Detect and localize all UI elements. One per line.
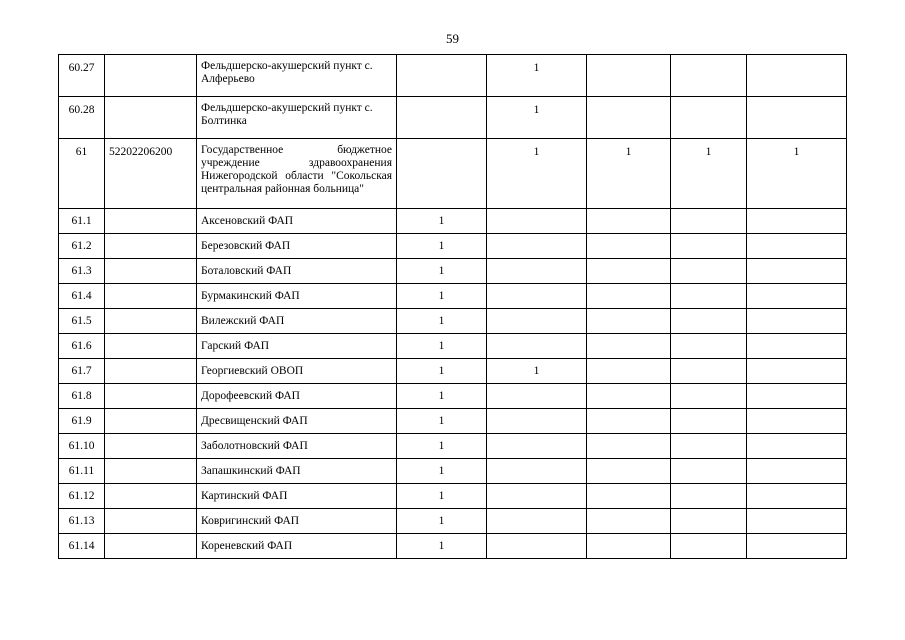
row-code [105,509,197,534]
row-value-1: 1 [397,359,487,384]
row-value-3 [587,334,671,359]
row-number: 61.8 [59,384,105,409]
row-number: 60.27 [59,55,105,97]
row-value-1 [397,139,487,209]
row-value-3 [587,459,671,484]
row-value-4 [671,409,747,434]
row-value-3 [587,234,671,259]
row-value-2 [487,459,587,484]
row-value-2 [487,384,587,409]
row-value-2 [487,209,587,234]
row-name: Запашкинский ФАП [197,459,397,484]
row-value-5 [747,434,847,459]
row-number: 61.4 [59,284,105,309]
row-value-1: 1 [397,409,487,434]
row-value-4 [671,55,747,97]
table-row [59,484,847,509]
table-row [59,234,847,259]
row-code [105,309,197,334]
row-name: Дресвищенский ФАП [197,409,397,434]
row-value-3 [587,309,671,334]
row-number: 61.5 [59,309,105,334]
row-number: 61.11 [59,459,105,484]
row-name: Гарский ФАП [197,334,397,359]
row-value-1 [397,55,487,97]
row-code [105,534,197,559]
row-value-3 [587,284,671,309]
row-number: 61.3 [59,259,105,284]
row-value-1: 1 [397,484,487,509]
row-value-5 [747,334,847,359]
row-number: 61.12 [59,484,105,509]
row-value-4 [671,359,747,384]
row-value-1: 1 [397,309,487,334]
row-number: 61.2 [59,234,105,259]
row-value-2 [487,409,587,434]
row-value-1: 1 [397,209,487,234]
row-number: 61.14 [59,534,105,559]
row-value-3 [587,384,671,409]
row-value-4 [671,209,747,234]
page-number: 59 [446,31,459,46]
row-value-2 [487,234,587,259]
row-value-1: 1 [397,234,487,259]
row-value-4 [671,384,747,409]
row-value-3 [587,55,671,97]
row-value-3 [587,259,671,284]
row-value-2 [487,334,587,359]
row-value-3: 1 [587,139,671,209]
row-value-1: 1 [397,509,487,534]
row-code [105,434,197,459]
row-name: Георгиевский ОВОП [197,359,397,384]
row-value-1: 1 [397,284,487,309]
row-value-3 [587,534,671,559]
row-value-1: 1 [397,384,487,409]
row-value-3 [587,484,671,509]
row-value-3 [587,209,671,234]
table-row [59,209,847,234]
row-value-4 [671,509,747,534]
row-value-2: 1 [487,359,587,384]
table-row [59,409,847,434]
row-value-2 [487,484,587,509]
row-value-3 [587,509,671,534]
row-name: Ковригинский ФАП [197,509,397,534]
row-code [105,359,197,384]
row-value-4: 1 [671,139,747,209]
row-value-5 [747,97,847,139]
row-value-1: 1 [397,259,487,284]
table-row [59,509,847,534]
row-code: 52202206200 [105,139,197,209]
row-value-2 [487,509,587,534]
row-value-4 [671,534,747,559]
row-code [105,209,197,234]
table-row [59,384,847,409]
row-value-2: 1 [487,55,587,97]
row-value-3 [587,409,671,434]
row-code [105,55,197,97]
row-value-4 [671,434,747,459]
row-code [105,384,197,409]
row-number: 61.6 [59,334,105,359]
row-name: Боталовский ФАП [197,259,397,284]
row-value-5 [747,534,847,559]
row-name: Вилежский ФАП [197,309,397,334]
row-code [105,409,197,434]
row-name: Заболотновский ФАП [197,434,397,459]
row-name: Фельдшерско-акушерский пункт с. Алферьево [197,55,397,97]
table-row [59,334,847,359]
table-row [59,459,847,484]
table-row [59,434,847,459]
row-code [105,97,197,139]
table-row [59,284,847,309]
table-row [59,139,847,209]
row-code [105,334,197,359]
row-name: Кореневский ФАП [197,534,397,559]
row-value-4 [671,97,747,139]
row-name: Государственное бюджетное учреждение здравоохранения Нижегородской области "Сокольская центральная районная больница" [197,139,397,209]
row-value-2 [487,259,587,284]
row-code [105,259,197,284]
row-value-5 [747,484,847,509]
row-code [105,234,197,259]
row-number: 60.28 [59,97,105,139]
row-number: 61.1 [59,209,105,234]
row-name: Березовский ФАП [197,234,397,259]
table-row [59,55,847,97]
row-value-2 [487,534,587,559]
facility-table [58,54,847,559]
row-value-1: 1 [397,534,487,559]
row-value-5 [747,209,847,234]
row-value-1: 1 [397,434,487,459]
row-value-1 [397,97,487,139]
row-value-5 [747,359,847,384]
row-value-5 [747,284,847,309]
row-value-5 [747,309,847,334]
row-value-4 [671,334,747,359]
row-number: 61 [59,139,105,209]
row-value-5 [747,234,847,259]
row-value-4 [671,259,747,284]
row-value-2: 1 [487,139,587,209]
row-value-5: 1 [747,139,847,209]
row-value-4 [671,309,747,334]
row-number: 61.13 [59,509,105,534]
row-value-4 [671,459,747,484]
row-value-3 [587,434,671,459]
row-value-5 [747,409,847,434]
row-value-3 [587,359,671,384]
row-number: 61.9 [59,409,105,434]
row-value-1: 1 [397,459,487,484]
row-code [105,459,197,484]
row-value-3 [587,97,671,139]
row-value-4 [671,484,747,509]
row-code [105,484,197,509]
row-value-5 [747,55,847,97]
row-value-5 [747,459,847,484]
row-value-4 [671,284,747,309]
row-name: Фельдшерско-акушерский пункт с. Болтинка [197,97,397,139]
row-value-2 [487,309,587,334]
row-value-5 [747,384,847,409]
row-value-4 [671,234,747,259]
row-value-2: 1 [487,97,587,139]
row-name: Дорофеевский ФАП [197,384,397,409]
table-row [59,259,847,284]
table-row [59,534,847,559]
table-row [59,309,847,334]
row-number: 61.7 [59,359,105,384]
row-value-5 [747,259,847,284]
table-row [59,359,847,384]
row-value-5 [747,509,847,534]
row-name: Бурмакинский ФАП [197,284,397,309]
row-value-2 [487,434,587,459]
row-name: Аксеновский ФАП [197,209,397,234]
row-name: Картинский ФАП [197,484,397,509]
row-value-2 [487,284,587,309]
row-code [105,284,197,309]
table-row [59,97,847,139]
row-number: 61.10 [59,434,105,459]
row-value-1: 1 [397,334,487,359]
